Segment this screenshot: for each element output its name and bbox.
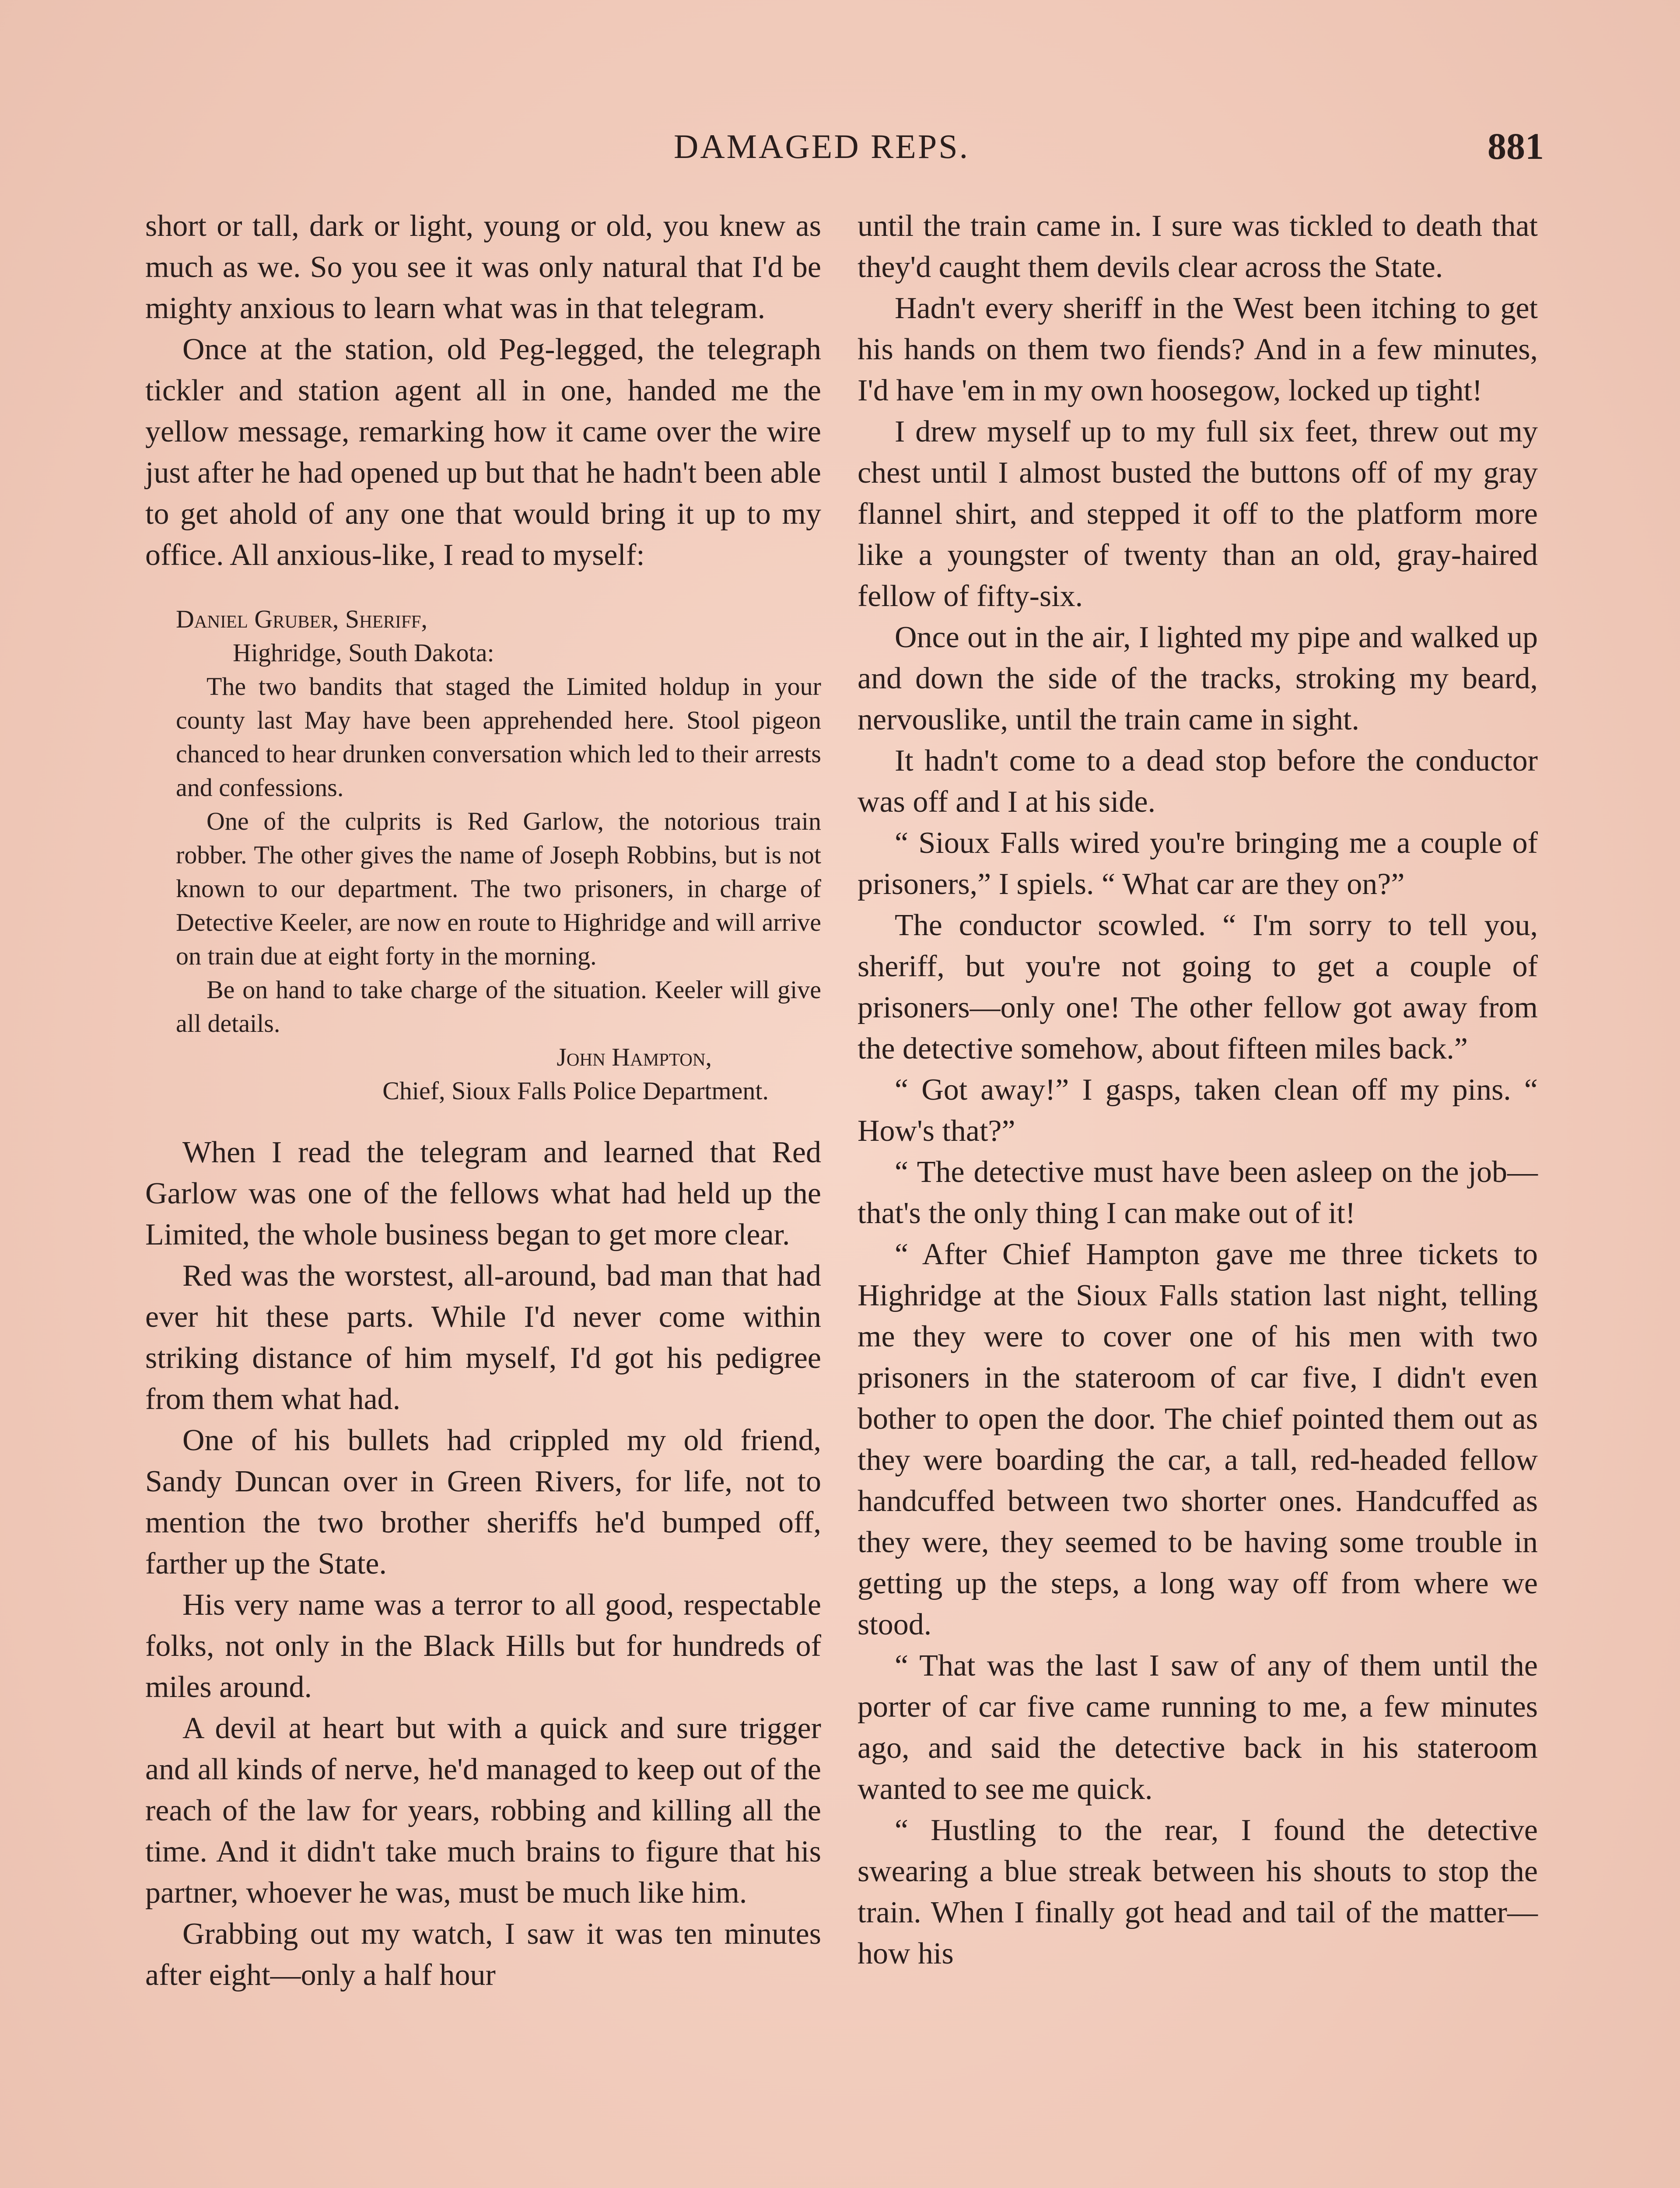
page-number: 881 [1488,125,1544,167]
paragraph: When I read the telegram and learned that Red Garlow was one of the fellows what had held up the Limited, the whole business began to get more clear. [145,1136,821,1252]
paragraph: I drew myself up to my full six feet, threw out my chest until I almost busted the buttons off of my gray flannel shirt, and stepped it off to the platform more like a youngster of twenty than an old, gray-haired fellow of fifty-six. [858,415,1538,613]
telegram-paragraph: The two bandits that staged the Limited holdup in your county last May have been apprehended here. Stool pigeon chanced to hear drunken conversation which led to their arrests and confessions. [176,672,821,802]
paragraph: His very name was a terror to all good, respectable folks, not only in the Black Hills but for hundreds of miles around. [145,1588,821,1704]
paragraph: until the train came in. I sure was tickled to death that they'd caught them devils clear across the State. [858,209,1538,284]
running-head: DAMAGED REPS. [674,127,970,165]
left-column [145,206,821,1996]
paragraph: “ Got away!” I gasps, taken clean off my pins. “ How's that?” [858,1073,1538,1148]
telegram-signature-name: John Hampton, [556,1043,712,1071]
telegram-paragraph: Be on hand to take charge of the situation. Keeler will give all details. [176,975,821,1038]
paragraph: The conductor scowled. “ I'm sorry to tell you, sheriff, but you're not going to get a couple of prisoners—only one! The other fellow got away from the detective somehow, about fifteen miles back.” [858,908,1538,1066]
paragraph: “ The detective must have been asleep on the job—that's the only thing I can make out of it! [858,1155,1538,1230]
paragraph: Once at the station, old Peg-legged, the telegraph tickler and station agent all in one, handed me the yellow message, remarking how it came over the wire just after he had opened up but that he hadn't been able to get ahold of any one that would bring it up to my office. All anxious-like, I read to myself: [145,333,821,572]
paragraph: Red was the worstest, all-around, bad man that had ever hit these parts. While I'd never come within striking distance of him myself, I'd got his pedigree from them what had. [145,1259,821,1416]
paragraph: Grabbing out my watch, I saw it was ten minutes after eight—only a half hour [145,1917,821,1992]
paragraph: short or tall, dark or light, young or old, you knew as much as we. So you see it was only natural that I'd be mighty anxious to learn what was in that telegram. [145,209,821,325]
paragraph: “ Hustling to the rear, I found the detective swearing a blue streak between his shouts to stop the train. When I finally got head and tail of the matter—how his [858,1813,1538,1971]
paragraph: “ After Chief Hampton gave me three tickets to Highridge at the Sioux Falls station last night, telling me they were to cover one of his men with two prisoners in the stateroom of car five, I didn't even bother to open the door. The chief pointed them out as they were boarding the car, a tall, red-headed fellow handcuffed between two shorter ones. Handcuffed as they were, they seemed to be having some trouble in getting up the steps, a long way off from where we stood. [858,1238,1538,1641]
paragraph: “ Sioux Falls wired you're bringing me a couple of prisoners,” I spiels. “ What car are they on?” [858,826,1538,901]
telegram-paragraph: One of the culprits is Red Garlow, the notorious train robber. The other gives the name of Joseph Robbins, but is not known to our department. The two prisoners, in charge of Detective Keeler, are now en route to Highridge and will arrive on train due at eight forty in the morning. [176,807,821,970]
paragraph: One of his bullets had crippled my old friend, Sandy Duncan over in Green Rivers, for life, not to mention the two brother sheriffs he'd bumped off, farther up the State. [145,1424,821,1581]
paragraph: Once out in the air, I lighted my pipe and walked up and down the side of the tracks, stroking my beard, nervouslike, until the train came in sight. [858,621,1538,736]
paragraph: It hadn't come to a dead stop before the conductor was off and I at his side. [858,744,1538,819]
paragraph: “ That was the last I saw of any of them until the porter of car five came running to me, a few minutes ago, and said the detective back in his stateroom wanted to see me quick. [858,1649,1538,1806]
telegram-block [176,602,821,1108]
paragraph: Hadn't every sheriff in the West been itching to get his hands on them two fiends? And in a few minutes, I'd have 'em in my own hoosegow, locked up tight! [858,291,1538,407]
telegram-salutation: Daniel Gruber, Sheriff, [176,605,427,633]
telegram-address: Highridge, South Dakota: [233,638,494,667]
right-column [858,206,1538,1974]
paragraph: A devil at heart but with a quick and sure trigger and all kinds of nerve, he'd managed to keep out of the reach of the law for years, robbing and killing all the time. And it didn't take much brains to figure that his partner, whoever he was, must be much like him. [145,1711,821,1910]
telegram-signature-title: Chief, Sioux Falls Police Department. [382,1076,769,1105]
